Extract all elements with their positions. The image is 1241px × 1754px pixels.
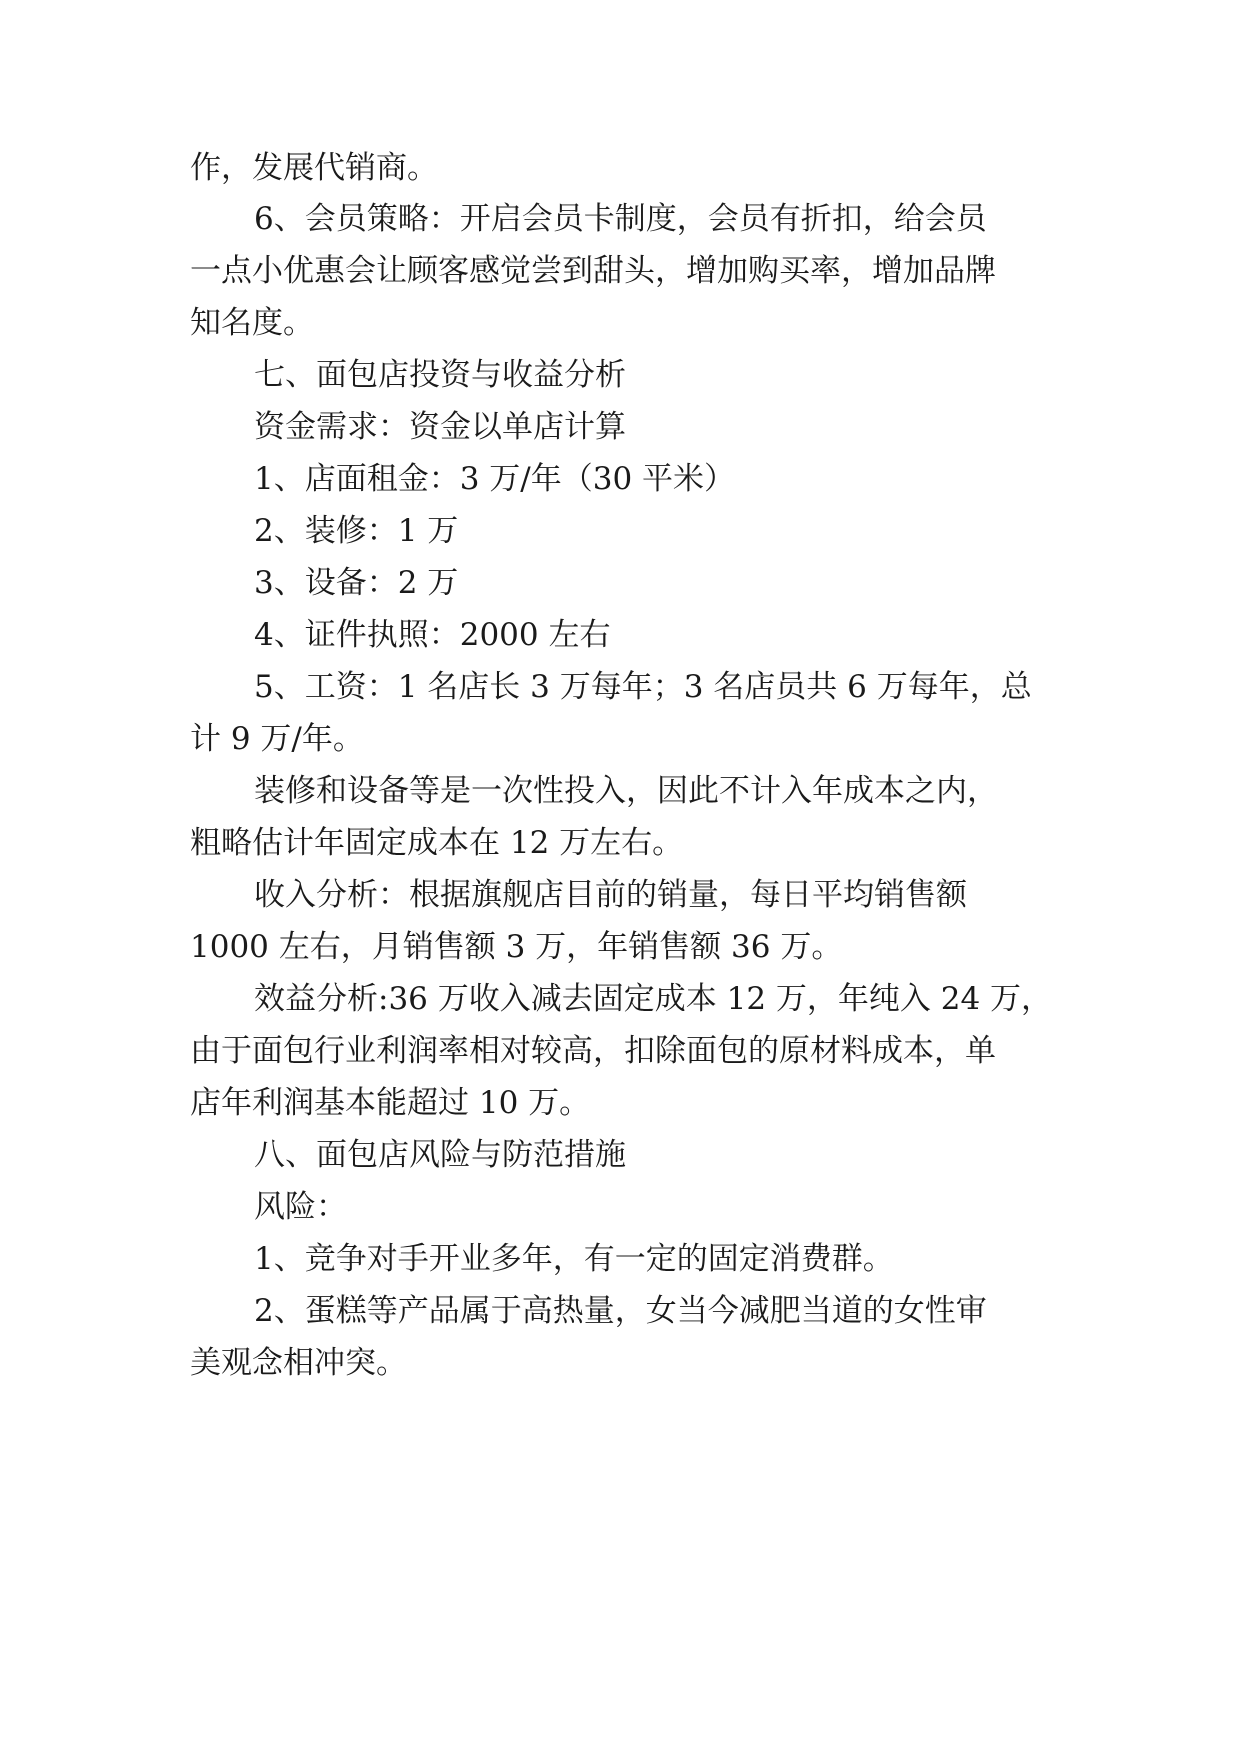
paragraph-line: 装修和设备等是一次性投入，因此不计入年成本之内， [254,773,998,809]
paragraph-line: 收入分析：根据旗舰店目前的销量，每日平均销售额 [254,877,967,913]
list-item: 4、证件执照：2000 左右 [254,617,611,653]
section-heading: 七、面包店投资与收益分析 [254,357,626,393]
list-item: 5、工资：1 名店长 3 万每年；3 名店员共 6 万每年，总 [254,669,1032,705]
list-item: 2、装修：1 万 [254,513,459,549]
list-item: 3、设备：2 万 [254,565,459,601]
paragraph-line: 6、会员策略：开启会员卡制度，会员有折扣，给会员 [254,201,987,237]
paragraph-line: 店年利润基本能超过 10 万。 [190,1085,591,1121]
paragraph-line: 美观念相冲突。 [190,1345,407,1381]
list-item: 2、蛋糕等产品属于高热量，女当今减肥当道的女性审 [254,1293,987,1329]
list-item: 1、店面租金：3 万/年（30 平米） [254,461,736,497]
paragraph-line: 资金需求：资金以单店计算 [254,409,626,445]
list-item: 1、竞争对手开业多年，有一定的固定消费群。 [254,1241,894,1277]
paragraph-line: 知名度。 [190,305,314,341]
paragraph-line: 作，发展代销商。 [190,150,438,186]
paragraph-line: 一点小优惠会让顾客感觉尝到甜头，增加购买率，增加品牌 [190,253,996,289]
paragraph-line: 效益分析:36 万收入减去固定成本 12 万，年纯入 24 万， [254,981,1053,1017]
paragraph-line: 风险： [254,1189,347,1225]
section-heading: 八、面包店风险与防范措施 [254,1137,626,1173]
paragraph-line: 由于面包行业利润率相对较高，扣除面包的原材料成本，单 [190,1033,996,1069]
paragraph-line: 1000 左右，月销售额 3 万，年销售额 36 万。 [190,929,843,965]
paragraph-line: 粗略估计年固定成本在 12 万左右。 [190,825,684,861]
paragraph-line: 计 9 万/年。 [190,721,364,757]
